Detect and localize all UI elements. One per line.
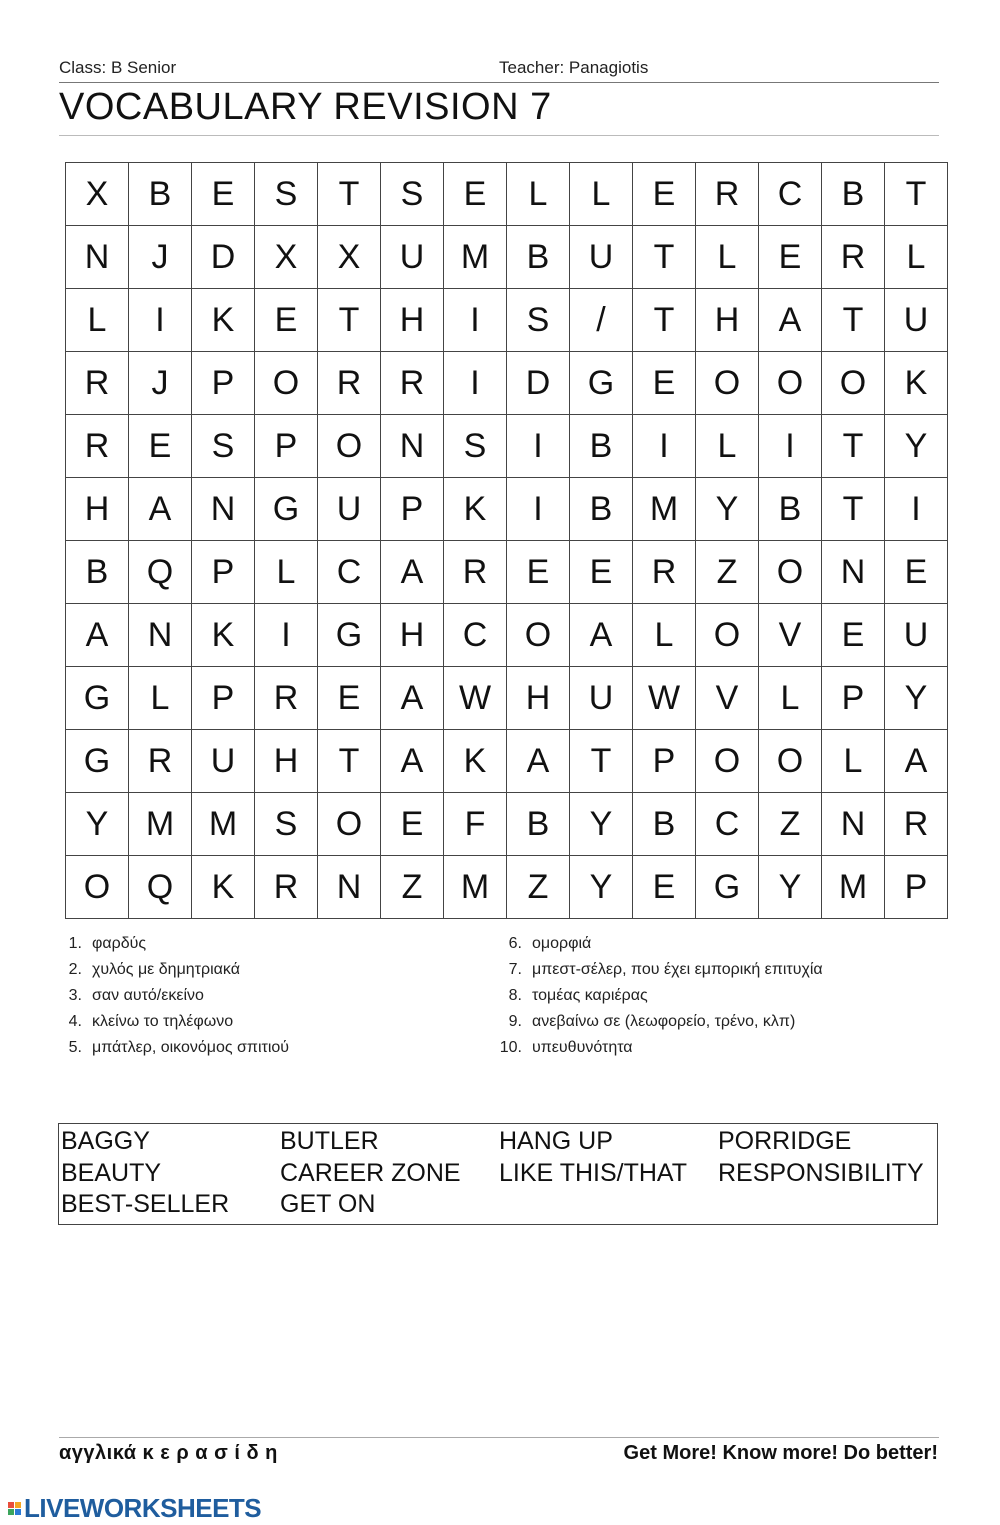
grid-cell[interactable]: I	[444, 352, 507, 415]
word-bank-column	[499, 1126, 687, 1189]
grid-cell[interactable]: S	[255, 793, 318, 856]
grid-cell[interactable]: Q	[129, 541, 192, 604]
logo-square	[8, 1509, 14, 1515]
grid-cell[interactable]: E	[192, 163, 255, 226]
grid-cell[interactable]: I	[444, 289, 507, 352]
grid-cell[interactable]: B	[633, 793, 696, 856]
grid-cell[interactable]: R	[318, 352, 381, 415]
clue-number: 8.	[508, 987, 522, 1004]
word-bank-word: BEAUTY	[61, 1158, 162, 1187]
grid-cell[interactable]: N	[822, 793, 885, 856]
clue-text: τομέας καριέρας	[532, 987, 648, 1004]
grid-cell[interactable]: I	[507, 478, 570, 541]
liveworksheets-logo-icon	[8, 1502, 21, 1515]
grid-cell[interactable]: Z	[507, 856, 570, 919]
grid-cell[interactable]: R	[66, 415, 129, 478]
grid-cell[interactable]: E	[444, 163, 507, 226]
word-bank-word: BAGGY	[61, 1127, 150, 1155]
clue-number: 10.	[499, 1039, 522, 1056]
grid-cell[interactable]: A	[381, 730, 444, 793]
clue-text: μπάτλερ, οικονόμος σπιτιού	[92, 1039, 290, 1056]
grid-cell[interactable]: V	[696, 667, 759, 730]
grid-cell[interactable]: U	[192, 730, 255, 793]
grid-cell[interactable]: R	[66, 352, 129, 415]
grid-cell[interactable]: Y	[570, 856, 633, 919]
grid-cell[interactable]: W	[444, 667, 507, 730]
grid-cell[interactable]: G	[696, 856, 759, 919]
grid-cell[interactable]: O	[318, 415, 381, 478]
grid-cell[interactable]: U	[570, 667, 633, 730]
grid-cell[interactable]: E	[318, 667, 381, 730]
grid-cell[interactable]: H	[696, 289, 759, 352]
grid-cell[interactable]: C	[696, 793, 759, 856]
grid-cell[interactable]: B	[507, 226, 570, 289]
grid-cell[interactable]: V	[759, 604, 822, 667]
grid-cell[interactable]: T	[885, 163, 948, 226]
clue-text: μπεστ-σέλερ, που έχει εμπορική επιτυχία	[532, 961, 823, 978]
grid-cell[interactable]: E	[633, 163, 696, 226]
grid-row	[66, 856, 948, 919]
clue-number: 2.	[68, 961, 82, 978]
grid-cell[interactable]: L	[696, 226, 759, 289]
grid-cell[interactable]: U	[885, 289, 948, 352]
grid-cell[interactable]: Y	[570, 793, 633, 856]
grid-cell[interactable]: R	[696, 163, 759, 226]
word-bank-column	[61, 1126, 229, 1221]
grid-cell[interactable]: S	[507, 289, 570, 352]
grid-cell[interactable]: P	[255, 415, 318, 478]
word-bank-word: RESPONSIBILITY	[718, 1158, 924, 1187]
grid-cell[interactable]: X	[255, 226, 318, 289]
grid-row	[66, 730, 948, 793]
grid-cell[interactable]: E	[633, 352, 696, 415]
grid-cell[interactable]: E	[759, 226, 822, 289]
title-rule	[59, 135, 939, 136]
grid-cell[interactable]: F	[444, 793, 507, 856]
grid-row	[66, 541, 948, 604]
grid-cell[interactable]: R	[129, 730, 192, 793]
grid-cell[interactable]: M	[633, 478, 696, 541]
logo-text: LIVEWORKSHEETS	[24, 1493, 262, 1523]
grid-cell[interactable]: A	[885, 730, 948, 793]
logo-square	[15, 1502, 21, 1508]
grid-cell[interactable]: R	[444, 541, 507, 604]
grid-cell[interactable]: R	[822, 226, 885, 289]
grid-cell[interactable]: G	[318, 604, 381, 667]
grid-cell[interactable]: E	[507, 541, 570, 604]
grid-row	[66, 604, 948, 667]
grid-cell[interactable]: Y	[696, 478, 759, 541]
grid-cell[interactable]: I	[759, 415, 822, 478]
grid-cell[interactable]: /	[570, 289, 633, 352]
grid-row	[66, 226, 948, 289]
grid-cell[interactable]: E	[885, 541, 948, 604]
grid-cell[interactable]: H	[255, 730, 318, 793]
grid-cell[interactable]: E	[381, 793, 444, 856]
grid-cell[interactable]: L	[66, 289, 129, 352]
grid-cell[interactable]: R	[381, 352, 444, 415]
grid-cell[interactable]: M	[444, 856, 507, 919]
grid-cell[interactable]: I	[885, 478, 948, 541]
word-bank-column	[280, 1126, 461, 1221]
grid-cell[interactable]: I	[633, 415, 696, 478]
grid-cell[interactable]: O	[759, 730, 822, 793]
liveworksheets-logo[interactable]	[8, 1493, 261, 1524]
footer-rule	[59, 1437, 939, 1438]
grid-cell[interactable]: T	[318, 289, 381, 352]
clue-item	[490, 934, 823, 960]
grid-cell[interactable]: P	[192, 352, 255, 415]
grid-cell[interactable]: U	[570, 226, 633, 289]
grid-row	[66, 289, 948, 352]
grid-cell[interactable]: L	[570, 163, 633, 226]
grid-cell[interactable]: X	[318, 226, 381, 289]
clue-list-left	[50, 934, 289, 1064]
clue-text: φαρδύς	[92, 935, 147, 952]
grid-cell[interactable]: C	[444, 604, 507, 667]
clue-item	[490, 960, 823, 986]
clue-item	[490, 1012, 823, 1038]
grid-cell[interactable]: I	[129, 289, 192, 352]
grid-cell[interactable]: I	[507, 415, 570, 478]
grid-cell[interactable]: G	[66, 667, 129, 730]
grid-cell[interactable]: A	[66, 604, 129, 667]
grid-cell[interactable]: M	[444, 226, 507, 289]
grid-cell[interactable]: Y	[885, 415, 948, 478]
grid-cell[interactable]: O	[696, 352, 759, 415]
word-bank-word: GET ON	[280, 1190, 376, 1218]
grid-row	[66, 163, 948, 226]
clue-number: 1.	[68, 935, 82, 952]
grid-cell[interactable]: P	[822, 667, 885, 730]
grid-cell[interactable]: A	[507, 730, 570, 793]
grid-cell[interactable]: P	[633, 730, 696, 793]
grid-cell[interactable]: K	[885, 352, 948, 415]
grid-cell[interactable]: N	[66, 226, 129, 289]
grid-cell[interactable]: S	[192, 415, 255, 478]
grid-cell[interactable]: Y	[885, 667, 948, 730]
clue-text: χυλός με δημητριακά	[92, 961, 240, 978]
grid-cell[interactable]: S	[381, 163, 444, 226]
clue-number: 6.	[508, 935, 522, 952]
page-title: VOCABULARY REVISION 7	[59, 86, 552, 128]
clue-item	[50, 1012, 289, 1038]
grid-cell[interactable]: K	[444, 730, 507, 793]
grid-cell[interactable]: O	[507, 604, 570, 667]
grid-cell[interactable]: I	[255, 604, 318, 667]
grid-cell[interactable]: B	[129, 163, 192, 226]
grid-cell[interactable]: M	[822, 856, 885, 919]
grid-cell[interactable]: A	[381, 667, 444, 730]
grid-cell[interactable]: Z	[696, 541, 759, 604]
grid-cell[interactable]: O	[759, 352, 822, 415]
clue-text: υπευθυνότητα	[532, 1039, 633, 1056]
grid-cell[interactable]: T	[633, 226, 696, 289]
clue-list-right	[490, 934, 823, 1064]
grid-cell[interactable]: J	[129, 226, 192, 289]
grid-cell[interactable]: Z	[759, 793, 822, 856]
grid-cell[interactable]: H	[381, 289, 444, 352]
grid-cell[interactable]: O	[255, 352, 318, 415]
grid-cell[interactable]: W	[633, 667, 696, 730]
grid-cell[interactable]: T	[822, 478, 885, 541]
grid-cell[interactable]: L	[255, 541, 318, 604]
grid-cell[interactable]: B	[66, 541, 129, 604]
grid-cell[interactable]: L	[759, 667, 822, 730]
grid-cell[interactable]: A	[759, 289, 822, 352]
grid-cell[interactable]: L	[822, 730, 885, 793]
grid-cell[interactable]: E	[255, 289, 318, 352]
clue-number: 4.	[68, 1013, 82, 1030]
clue-number: 3.	[68, 987, 82, 1004]
footer-slogan: Get More! Know more! Do better!	[623, 1442, 938, 1464]
word-bank-word: LIKE THIS/THAT	[499, 1158, 688, 1187]
grid-row	[66, 415, 948, 478]
header-rule	[59, 82, 939, 83]
grid-cell[interactable]: N	[318, 856, 381, 919]
grid-row	[66, 352, 948, 415]
class-label: Class: B Senior	[59, 58, 177, 77]
grid-cell[interactable]: B	[822, 163, 885, 226]
word-bank-column	[718, 1126, 924, 1189]
grid-cell[interactable]: D	[507, 352, 570, 415]
grid-cell[interactable]: P	[381, 478, 444, 541]
grid-cell[interactable]: S	[255, 163, 318, 226]
grid-cell[interactable]: O	[66, 856, 129, 919]
grid-cell[interactable]: M	[192, 793, 255, 856]
grid-cell[interactable]: J	[129, 352, 192, 415]
grid-cell[interactable]: Y	[759, 856, 822, 919]
grid-cell[interactable]: T	[822, 289, 885, 352]
grid-cell[interactable]: M	[129, 793, 192, 856]
grid-cell[interactable]: R	[633, 541, 696, 604]
word-bank-word: BEST-SELLER	[61, 1190, 230, 1218]
grid-cell[interactable]: N	[129, 604, 192, 667]
grid-cell[interactable]: U	[381, 226, 444, 289]
grid-cell[interactable]: S	[444, 415, 507, 478]
grid-cell[interactable]: L	[507, 163, 570, 226]
clue-item	[490, 1038, 823, 1064]
grid-cell[interactable]: K	[192, 604, 255, 667]
logo-square	[15, 1509, 21, 1515]
grid-cell[interactable]: T	[318, 163, 381, 226]
grid-cell[interactable]: K	[444, 478, 507, 541]
grid-cell[interactable]: H	[507, 667, 570, 730]
grid-cell[interactable]: P	[192, 667, 255, 730]
grid-cell[interactable]: N	[192, 478, 255, 541]
word-bank-word: HANG UP	[499, 1127, 613, 1155]
grid-cell[interactable]: N	[381, 415, 444, 478]
grid-cell[interactable]: B	[507, 793, 570, 856]
grid-cell[interactable]: E	[633, 856, 696, 919]
grid-cell[interactable]: B	[570, 415, 633, 478]
grid-cell[interactable]: T	[822, 415, 885, 478]
grid-cell[interactable]: H	[66, 478, 129, 541]
grid-cell[interactable]: A	[570, 604, 633, 667]
grid-cell[interactable]: L	[885, 226, 948, 289]
grid-cell[interactable]: A	[129, 478, 192, 541]
grid-cell[interactable]: E	[822, 604, 885, 667]
grid-cell[interactable]: Z	[381, 856, 444, 919]
clue-item	[490, 986, 823, 1012]
grid-cell[interactable]: R	[885, 793, 948, 856]
grid-cell[interactable]: H	[381, 604, 444, 667]
grid-cell[interactable]: T	[570, 730, 633, 793]
clue-number: 5.	[68, 1039, 82, 1056]
clue-text: σαν αυτό/εκείνο	[92, 987, 204, 1004]
grid-cell[interactable]: T	[633, 289, 696, 352]
grid-row	[66, 667, 948, 730]
grid-cell[interactable]: G	[255, 478, 318, 541]
grid-row	[66, 793, 948, 856]
grid-cell[interactable]: G	[66, 730, 129, 793]
grid-cell[interactable]: U	[885, 604, 948, 667]
grid-cell[interactable]: U	[318, 478, 381, 541]
grid-cell[interactable]: K	[192, 856, 255, 919]
grid-cell[interactable]: C	[759, 163, 822, 226]
grid-cell[interactable]: K	[192, 289, 255, 352]
grid-cell[interactable]: O	[318, 793, 381, 856]
grid-cell[interactable]: P	[192, 541, 255, 604]
grid-cell[interactable]: O	[696, 730, 759, 793]
logo-square	[8, 1502, 14, 1508]
word-bank-word: PORRIDGE	[718, 1127, 852, 1155]
grid-cell[interactable]: O	[822, 352, 885, 415]
clue-item	[50, 986, 289, 1012]
clue-text: ομορφιά	[532, 935, 592, 952]
clue-text: ανεβαίνω σε (λεωφορείο, τρένο, κλπ)	[532, 1013, 796, 1030]
clue-item	[50, 1038, 289, 1064]
teacher-label: Teacher: Panagiotis	[499, 58, 649, 77]
word-search-grid[interactable]	[65, 162, 948, 919]
grid-row	[66, 478, 948, 541]
grid-cell[interactable]: L	[696, 415, 759, 478]
footer-left-text: αγγλικά κ ε ρ α σ ί δ η	[59, 1442, 278, 1464]
grid-cell[interactable]: P	[885, 856, 948, 919]
grid-cell[interactable]: T	[318, 730, 381, 793]
grid-cell[interactable]: D	[192, 226, 255, 289]
grid-cell[interactable]: X	[66, 163, 129, 226]
grid-cell[interactable]: B	[570, 478, 633, 541]
word-bank-word: CAREER ZONE	[280, 1158, 461, 1187]
clue-text: κλείνω το τηλέφωνο	[92, 1013, 234, 1030]
grid-cell[interactable]: R	[255, 667, 318, 730]
grid-cell[interactable]: O	[759, 541, 822, 604]
grid-cell[interactable]: E	[570, 541, 633, 604]
grid-cell[interactable]: N	[822, 541, 885, 604]
word-bank-word: BUTLER	[280, 1127, 379, 1155]
grid-cell[interactable]: A	[381, 541, 444, 604]
grid-cell[interactable]: Q	[129, 856, 192, 919]
grid-cell[interactable]: L	[129, 667, 192, 730]
grid-cell[interactable]: G	[570, 352, 633, 415]
grid-cell[interactable]: R	[255, 856, 318, 919]
clue-number: 7.	[508, 961, 522, 978]
word-bank	[58, 1123, 938, 1225]
clue-item	[50, 934, 289, 960]
clue-number: 9.	[508, 1013, 522, 1030]
grid-cell[interactable]: B	[759, 478, 822, 541]
grid-cell[interactable]: Y	[66, 793, 129, 856]
grid-cell[interactable]: C	[318, 541, 381, 604]
grid-cell[interactable]: E	[129, 415, 192, 478]
clue-item	[50, 960, 289, 986]
grid-cell[interactable]: O	[696, 604, 759, 667]
grid-cell[interactable]: L	[633, 604, 696, 667]
